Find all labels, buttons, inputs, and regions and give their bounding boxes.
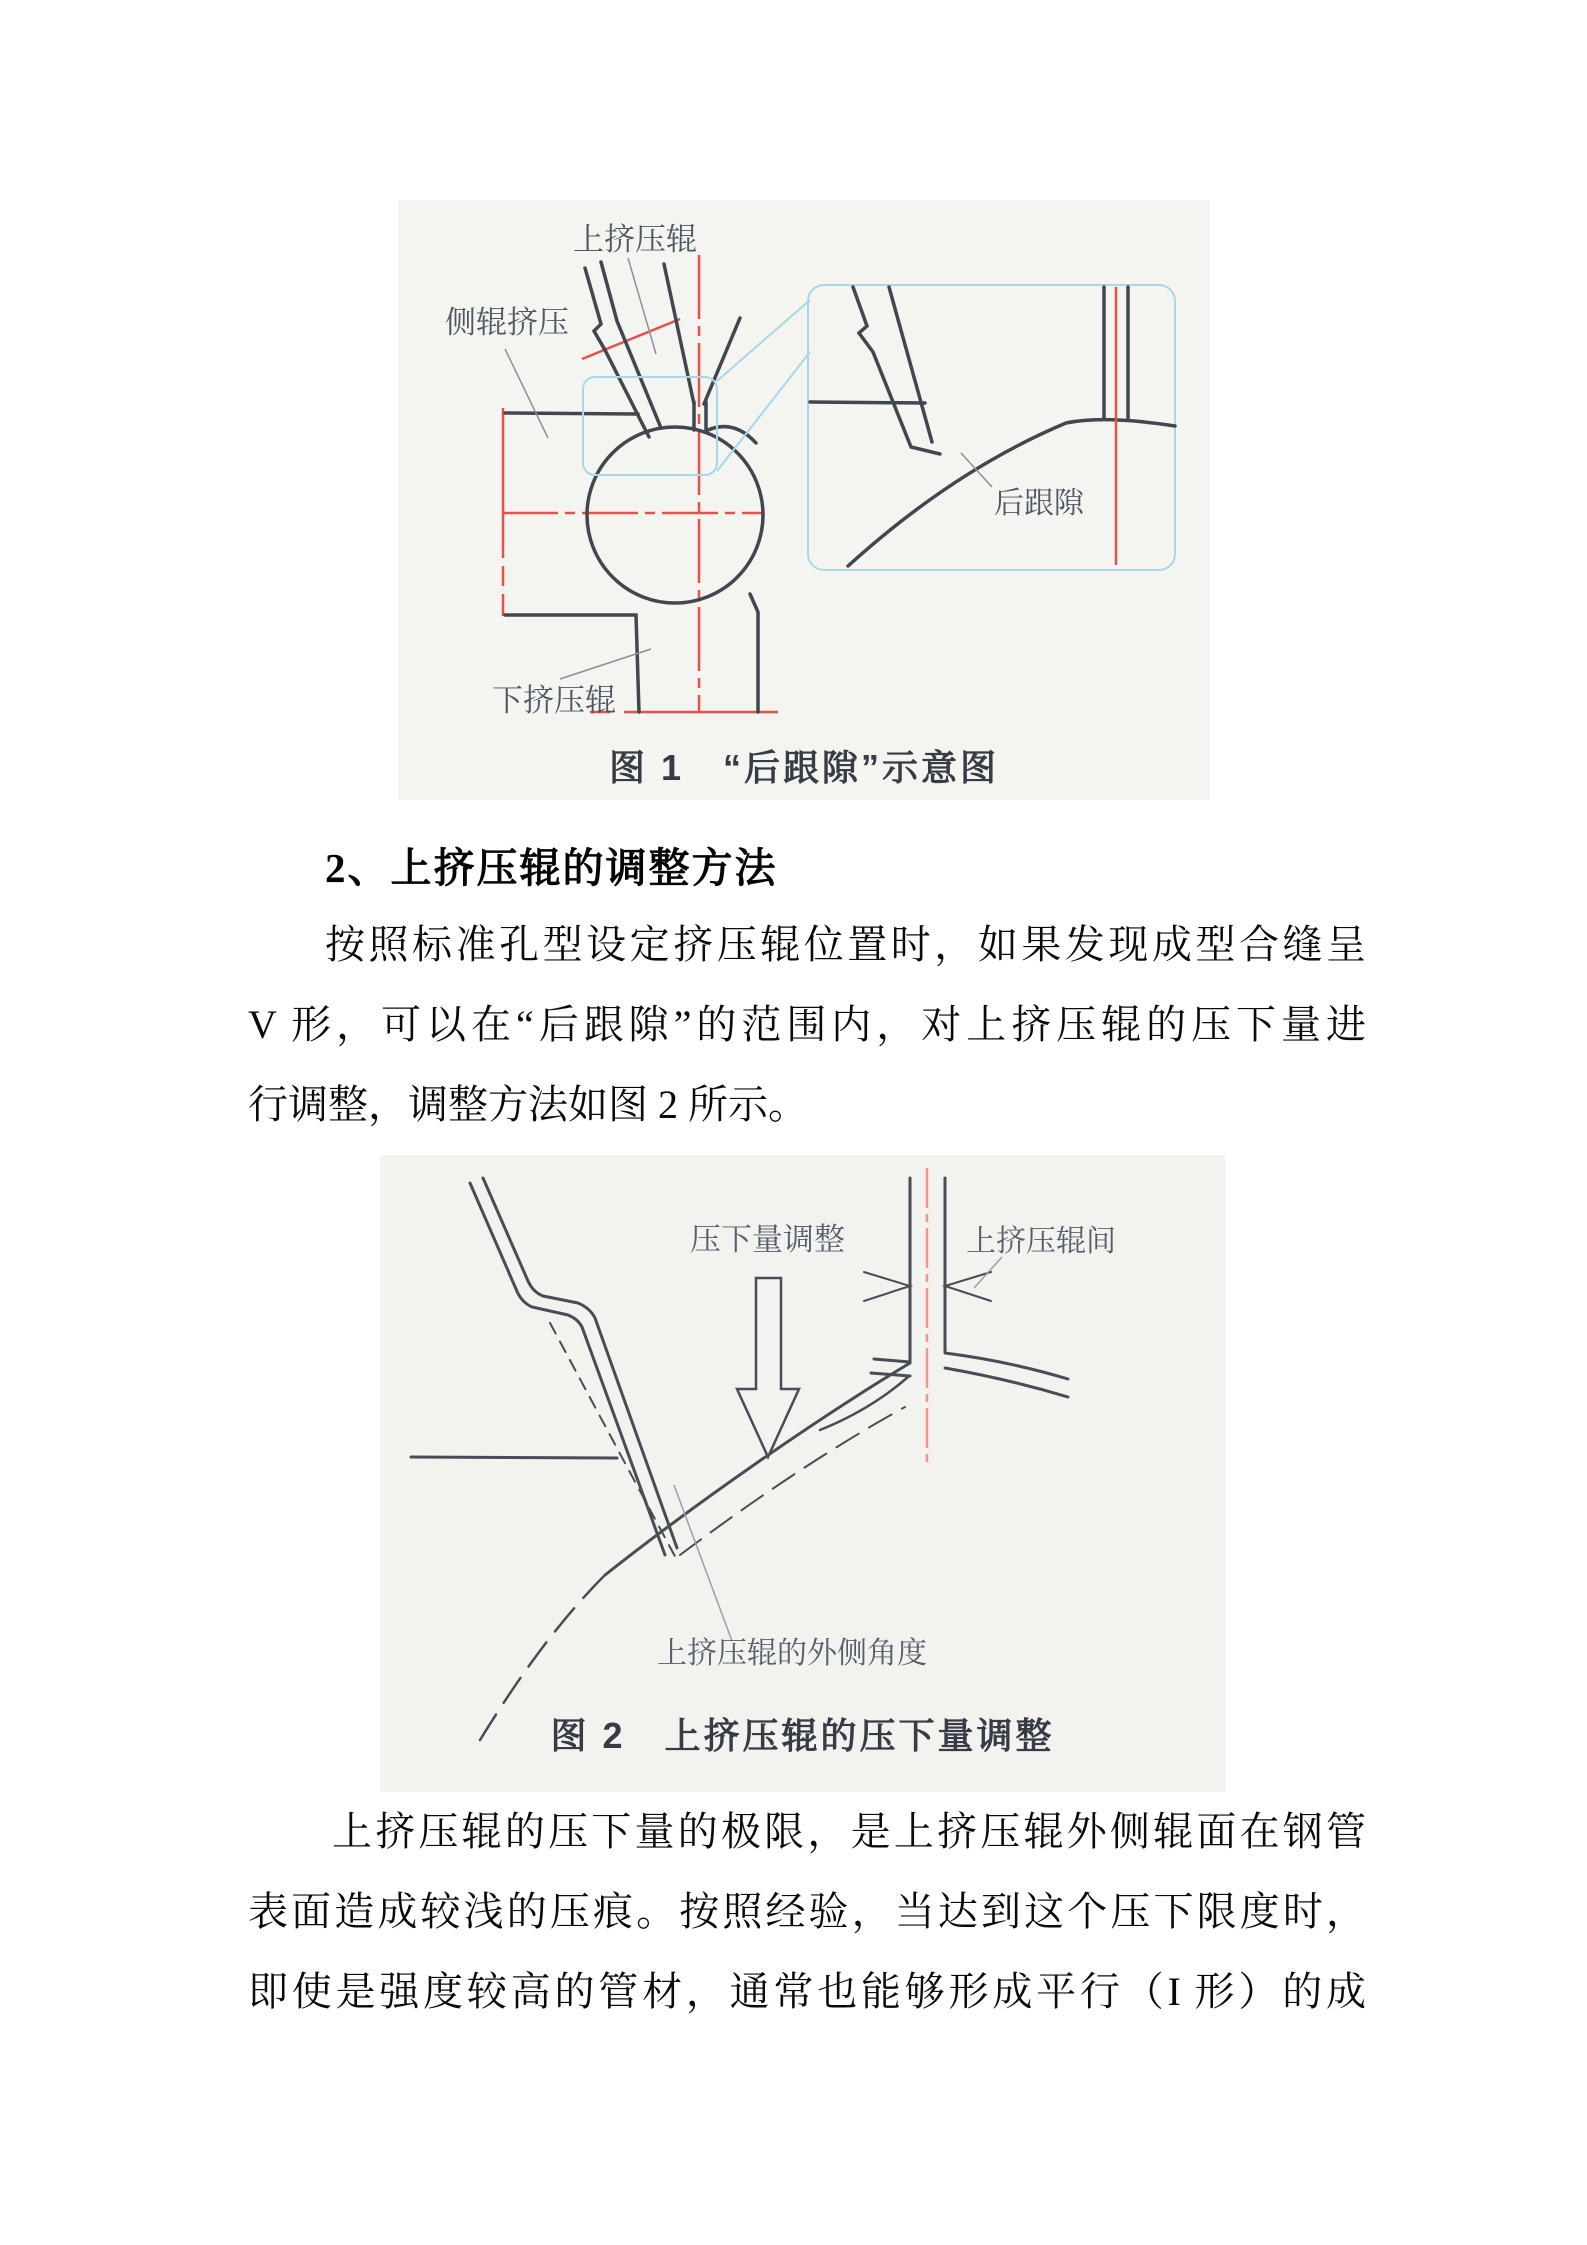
press-amount-label: 压下量调整 [690, 1222, 845, 1257]
paragraph-1-line-1: 按照标准孔型设定挤压辊位置时，如果发现成型合缝呈 [325, 922, 1366, 967]
lower-roller-label: 下挤压辊 [492, 683, 616, 718]
paragraph-1-line-2: V 形，可以在“后跟隙”的范围内，对上挤压辊的压下量进 [248, 1002, 1366, 1047]
paragraph-1 [248, 905, 1366, 1145]
figure-1-image [398, 200, 1210, 800]
pipe-wall-left-top [874, 1359, 910, 1362]
figure1-detail-geometry [810, 287, 1175, 566]
paragraph-2-line-1: 上挤压辊的压下量的极限，是上挤压辊外侧辊面在钢管 [332, 1809, 1366, 1854]
figure-1-diagram [398, 200, 1210, 800]
side-roller-label: 侧辊挤压 [445, 305, 569, 340]
section-heading: 2、上挤压辊的调整方法 [325, 845, 778, 891]
paragraph-2 [248, 1792, 1366, 2032]
heel-gap-label: 后跟隙 [994, 487, 1084, 520]
pipe-circle [587, 427, 763, 603]
side-roller-leader [505, 349, 548, 438]
heel-gap-leader [961, 453, 992, 487]
upper-roller-label: 上挤压辊 [573, 222, 697, 257]
figure2-labels [657, 1222, 1116, 1670]
figure1-labels [445, 222, 1085, 718]
figure-2-caption: 图 2 上挤压辊的压下量调整 [550, 1715, 1055, 1756]
detail-side-roller-line [810, 402, 925, 403]
roller-gap-label: 上挤压辊间 [966, 1225, 1116, 1258]
figure2-leaders [674, 1257, 1002, 1641]
pipe-wall-right-top [945, 1353, 1068, 1379]
side-roller-top-line [505, 413, 638, 414]
outer-angle-label: 上挤压辊的外侧角度 [657, 1637, 927, 1670]
roller-dashed-edge [550, 1323, 678, 1562]
figure-1-caption: 图 1 “后跟隙”示意图 [608, 747, 1000, 788]
lower-roller-right-outline [750, 594, 758, 712]
paragraph-2-line-3: 即使是强度较高的管材，通常也能够形成平行（I 形）的成 [248, 1969, 1366, 2014]
strip-inner-solid-arc [820, 1377, 908, 1430]
outer-angle-leader [674, 1485, 732, 1641]
upper-roller-right-edge [704, 318, 740, 404]
upper-roller-left-edge [664, 264, 694, 404]
gap-arrow-left-icon [864, 1272, 910, 1301]
figure-2-image [380, 1155, 1225, 1792]
side-roller-outer-edge [585, 268, 649, 437]
roller-gap-leader [974, 1257, 1002, 1288]
paragraph-2-line-2: 表面造成较浅的压痕。按照经验，当达到这个压下限度时， [248, 1889, 1366, 1934]
zoom-source-box [583, 377, 717, 475]
paragraph-1-line-3: 行调整，调整方法如图 2 所示。 [248, 1082, 808, 1127]
upper-roller-inner-edge [483, 1178, 677, 1548]
strip-inner-dashed-arc [680, 1407, 905, 1555]
horizontal-reference-line [411, 1457, 617, 1458]
detail-roller-inner-edge [889, 287, 932, 442]
upper-roller-outer-edge [470, 1183, 665, 1555]
figure-2-diagram [380, 1155, 1225, 1792]
press-down-arrow-icon [737, 1278, 799, 1457]
